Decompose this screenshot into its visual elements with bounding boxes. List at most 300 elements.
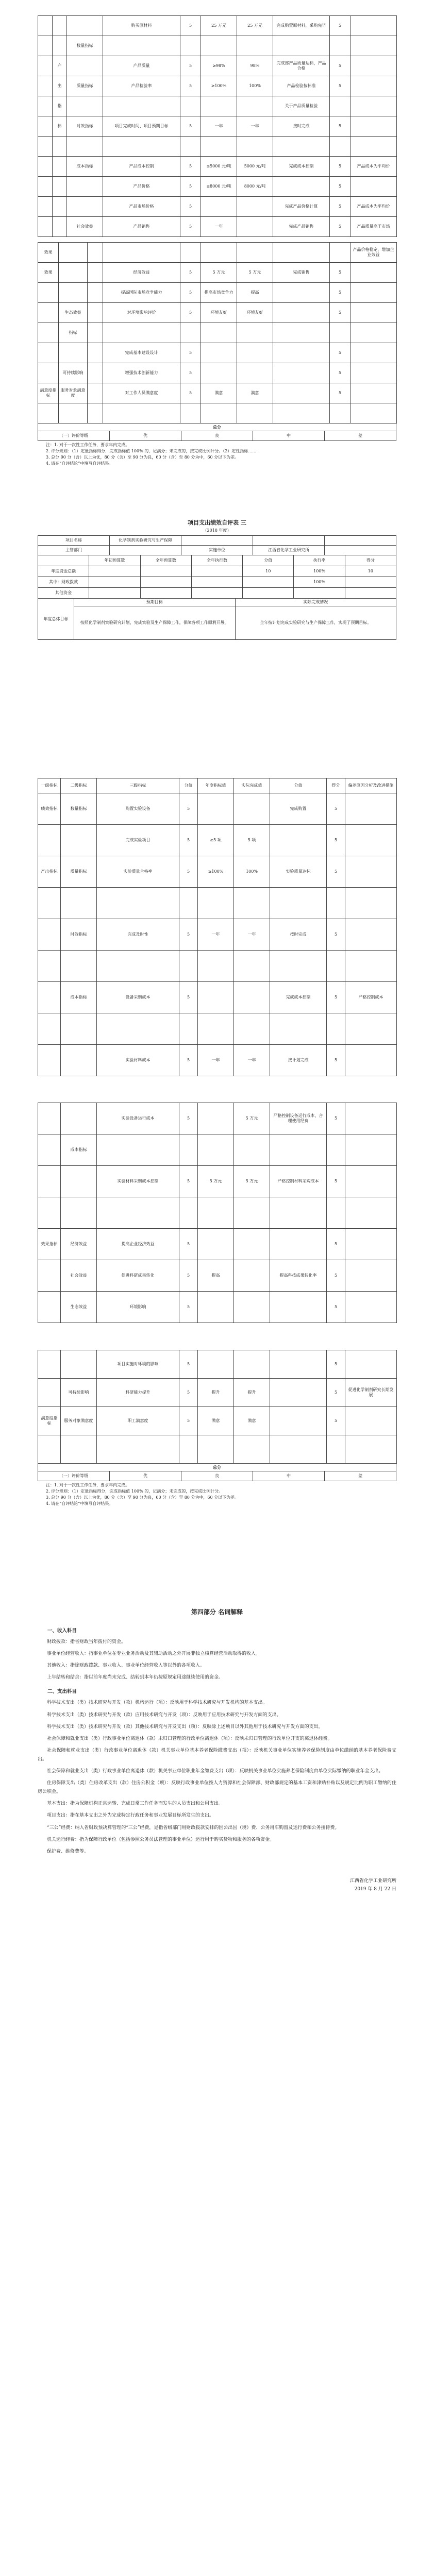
table-cell: 5 bbox=[179, 1229, 198, 1260]
table-cell: 产品质量高于市场 bbox=[350, 217, 397, 237]
table-cell bbox=[273, 323, 330, 343]
table-cell: 一年 bbox=[237, 116, 273, 137]
table-cell: 严格控制设备运行成本，合理使用经费 bbox=[270, 1103, 327, 1134]
table-cell bbox=[89, 577, 140, 588]
table-cell bbox=[198, 1134, 234, 1166]
table-cell bbox=[234, 1134, 270, 1166]
table-cell bbox=[61, 1103, 97, 1134]
table-cell bbox=[345, 1045, 397, 1076]
table-cell: 效果指标 bbox=[38, 1229, 61, 1260]
table-row bbox=[38, 36, 397, 56]
table-cell: 5 bbox=[330, 177, 350, 197]
table-cell bbox=[59, 263, 88, 283]
table-cell: 产品市场价格 bbox=[103, 197, 180, 217]
table-row bbox=[38, 1229, 397, 1260]
goal-table bbox=[38, 598, 396, 640]
table-cell: 完成基本建设设计 bbox=[103, 343, 180, 363]
table-cell bbox=[273, 177, 330, 197]
table-cell: 5 bbox=[180, 197, 201, 217]
table-cell bbox=[59, 343, 88, 363]
table-cell bbox=[179, 1013, 198, 1045]
table-cell: 差 bbox=[325, 1471, 396, 1481]
table-cell bbox=[201, 96, 237, 116]
table-cell bbox=[88, 283, 103, 303]
table-cell bbox=[345, 1013, 397, 1045]
table-cell bbox=[97, 951, 179, 982]
table-cell: 良 bbox=[181, 431, 253, 441]
perf-table-3 bbox=[38, 515, 396, 640]
table-cell: 实验材料成本 bbox=[97, 1045, 179, 1076]
table-cell bbox=[270, 1134, 327, 1166]
table-cell bbox=[350, 383, 397, 403]
table-cell: 科研能力提升 bbox=[97, 1379, 179, 1407]
table-cell: 5 bbox=[330, 263, 350, 283]
table-cell bbox=[103, 96, 180, 116]
table-row bbox=[38, 577, 396, 588]
glossary-paragraph: 科学技术支出（类）技术研究与开发（款）机构运行（项）：反映用于科学技术研究与开发机构的基本支出。 bbox=[47, 1700, 268, 1706]
table-cell: 得分 bbox=[327, 778, 345, 793]
table-cell bbox=[53, 137, 67, 157]
glossary-paragraph: 事业单位经营收入：指事业单位在专业业务活动及其辅助活动之外开展非独立核算经营活动取得的收入。 bbox=[47, 1651, 261, 1657]
table-cell: 5000 元/吨 bbox=[237, 157, 273, 177]
table-cell bbox=[179, 951, 198, 982]
goal-expected-text: 按照化学制剂实验研究计划，完成实验及生产保障工作，保障各项工作顺利开展。 bbox=[74, 606, 236, 640]
table-cell bbox=[350, 363, 397, 383]
table-cell: 5 bbox=[179, 1166, 198, 1197]
table-cell: 一年 bbox=[234, 919, 270, 951]
table-cell: 5 bbox=[180, 343, 201, 363]
table-cell bbox=[345, 1197, 397, 1229]
table-cell bbox=[350, 263, 397, 283]
grade-row-table-2 bbox=[38, 431, 396, 441]
table-row bbox=[38, 536, 396, 546]
table-cell bbox=[350, 116, 397, 137]
goal-label: 年度总体目标 bbox=[38, 599, 74, 640]
table-cell: 5 bbox=[330, 383, 350, 403]
table-cell: 江西省化学工业研究所 bbox=[253, 546, 325, 555]
table-cell: 优 bbox=[110, 431, 181, 441]
table-cell: 设备采购成本 bbox=[97, 982, 179, 1013]
table-cell: 5 bbox=[327, 1045, 345, 1076]
table-cell: 5 bbox=[180, 177, 201, 197]
table-cell: 指 bbox=[53, 96, 67, 116]
table-cell: 职工满意度 bbox=[97, 1407, 179, 1435]
table-cell: 对环境影响评价 bbox=[103, 303, 180, 323]
table-cell: 全年执行数 bbox=[191, 555, 242, 566]
glossary-paragraph: 住房保障支出（类）住房改革支出（款）住房公积金（项）：反映行政事业单位按人力资源和社会保障部、财政部规定的基本工资和津贴补贴以及规定比例为职工缴纳的住房公积金。 bbox=[38, 1781, 396, 1795]
table-title: 项目支出绩效自评表 三 bbox=[188, 519, 246, 526]
table-cell: 分值 bbox=[243, 555, 294, 566]
table-cell: 产品成本为平均价 bbox=[350, 197, 397, 217]
table-cell bbox=[350, 76, 397, 96]
table-cell bbox=[273, 283, 330, 303]
table-cell bbox=[234, 888, 270, 919]
table-cell: 服务对象满意度 bbox=[61, 1407, 97, 1435]
glossary-section-heading: 一、收入科目 bbox=[47, 1628, 77, 1634]
table-cell: 指标 bbox=[59, 323, 88, 343]
table-cell: 5 bbox=[327, 1260, 345, 1292]
total-label: 总分 bbox=[38, 423, 396, 431]
table-cell bbox=[350, 137, 397, 157]
table-row bbox=[38, 1013, 397, 1045]
table-cell bbox=[270, 1292, 327, 1323]
table-cell bbox=[38, 96, 53, 116]
table-cell: 5 bbox=[179, 1103, 198, 1134]
notes-1 bbox=[38, 442, 396, 467]
table-cell bbox=[270, 951, 327, 982]
table-cell bbox=[67, 197, 103, 217]
table-cell bbox=[198, 1103, 234, 1134]
table-cell bbox=[237, 243, 273, 263]
table-cell: 5 bbox=[327, 1166, 345, 1197]
table-cell: 5 bbox=[179, 1045, 198, 1076]
table-cell: 5 bbox=[180, 76, 201, 96]
table-cell: 良 bbox=[181, 1471, 253, 1481]
table-cell: 严格控制材料采购成本 bbox=[270, 1166, 327, 1197]
table-row bbox=[38, 856, 397, 888]
table-cell bbox=[330, 36, 350, 56]
table-cell bbox=[67, 16, 103, 36]
table-cell bbox=[89, 566, 140, 577]
note-line: 2. 评分规则：（1）定量指标得分，完成指标值 100% 的，记满分；未完成的，按完成比例计分。 bbox=[46, 1489, 223, 1494]
table-cell: 购买原材料 bbox=[103, 16, 180, 36]
table-cell bbox=[273, 243, 330, 263]
table-cell: ≥5 项 bbox=[198, 825, 234, 856]
table-cell: 效果 bbox=[38, 243, 59, 263]
table-cell: ≥98% bbox=[201, 56, 237, 76]
table-cell: 5 bbox=[180, 383, 201, 403]
table-cell bbox=[234, 1197, 270, 1229]
table-cell bbox=[67, 137, 103, 157]
table-cell: 5 万元 bbox=[234, 1166, 270, 1197]
table-cell bbox=[59, 283, 88, 303]
glossary-tail: 保护费、维修费等。 bbox=[47, 1849, 89, 1854]
table-cell bbox=[345, 1350, 397, 1379]
glossary-paragraph: 上年结转和结余：指以前年度尚未完成、结转到本年仍按原规定用途继续使用的资金。 bbox=[47, 1675, 224, 1681]
table-cell: 项目实施对环境的影响 bbox=[97, 1350, 179, 1379]
table-cell: 时效指标 bbox=[67, 116, 103, 137]
table-cell: 5 bbox=[327, 825, 345, 856]
table-row bbox=[38, 56, 397, 76]
table-cell: 年初预算数 bbox=[89, 555, 140, 566]
table-cell bbox=[345, 856, 397, 888]
table-cell: 5 bbox=[179, 982, 198, 1013]
glossary-paragraph: “三公”经费：纳入省财政预决算管理的“三公”经费，是指省级部门用财政拨款安排的因公出国（境）费、公务用车购置及运行费和公务接待费。 bbox=[47, 1825, 340, 1831]
table-cell: 一年 bbox=[201, 217, 237, 237]
table-cell: 年度指标值 bbox=[198, 778, 234, 793]
table-cell: 可持续影响 bbox=[59, 363, 88, 383]
table-cell: 标 bbox=[53, 116, 67, 137]
table-cell bbox=[273, 403, 330, 423]
table-cell bbox=[38, 1013, 61, 1045]
table-cell bbox=[180, 323, 201, 343]
table-cell bbox=[201, 243, 237, 263]
table-cell bbox=[180, 137, 201, 157]
table-cell: 服务对象满意度 bbox=[59, 383, 88, 403]
table-row bbox=[38, 1103, 397, 1134]
table-cell: 5 bbox=[180, 157, 201, 177]
table-cell bbox=[345, 888, 397, 919]
table-cell bbox=[345, 1229, 397, 1260]
note-line: 注：1. 对于一次性工作任务，要求年内完成。 bbox=[46, 443, 130, 447]
note-line: 4. 请在“自评结论”中填写自评结果。 bbox=[46, 461, 113, 466]
table-cell bbox=[179, 1197, 198, 1229]
table-cell bbox=[327, 1134, 345, 1166]
total-row-table-6 bbox=[38, 1463, 396, 1471]
table-cell bbox=[234, 793, 270, 825]
table-cell bbox=[67, 177, 103, 197]
table-cell: 满意 bbox=[234, 1407, 270, 1435]
table-cell bbox=[330, 137, 350, 157]
table-cell bbox=[198, 1229, 234, 1260]
table-cell bbox=[38, 116, 53, 137]
table-cell: 98% bbox=[237, 56, 273, 76]
table-cell: 5 bbox=[327, 856, 345, 888]
table-cell bbox=[103, 323, 180, 343]
table-cell: 5 bbox=[179, 1350, 198, 1379]
table-row bbox=[38, 283, 397, 303]
table-cell: 其中：财政拨款 bbox=[38, 577, 89, 588]
table-cell bbox=[103, 243, 180, 263]
table-cell: 分值 bbox=[179, 778, 198, 793]
table-cell bbox=[38, 1350, 61, 1379]
table-row bbox=[38, 888, 397, 919]
table-cell: （一）评价等级 bbox=[38, 1471, 110, 1481]
table-cell: 完成成本控制 bbox=[273, 157, 330, 177]
table-cell: 社会效益 bbox=[61, 1260, 97, 1292]
table-cell: 提高 bbox=[237, 283, 273, 303]
table-cell bbox=[327, 1197, 345, 1229]
table-cell bbox=[345, 951, 397, 982]
table-row bbox=[38, 383, 397, 403]
table-cell bbox=[201, 137, 237, 157]
glossary-section-heading: 二、支出科目 bbox=[47, 1689, 77, 1695]
table-cell bbox=[234, 1435, 270, 1464]
glossary-paragraph: 社会保障和就业支出（类）行政事业单位离退休（款）机关事业单位基本养老保险缴费支出（项）：反映机关事业单位实施养老保险制度由单位缴纳的基本养老保险费支出。 bbox=[38, 1748, 396, 1762]
table-row bbox=[38, 793, 397, 825]
table-cell: 产品成本为平均价 bbox=[350, 157, 397, 177]
table-cell: 实验质量达标 bbox=[270, 856, 327, 888]
goal-actual-text: 全年按计划完成实验研究与生产保障工作，实现了预期目标。 bbox=[235, 606, 396, 640]
table-cell bbox=[350, 283, 397, 303]
table-cell bbox=[350, 403, 397, 423]
table-cell: 5 bbox=[330, 56, 350, 76]
table-cell: 实验材料采购成本控制 bbox=[97, 1166, 179, 1197]
table-cell: 5 bbox=[179, 825, 198, 856]
table-cell: 100% bbox=[294, 566, 345, 577]
table-cell bbox=[350, 343, 397, 363]
table-cell: 产品质量 bbox=[103, 56, 180, 76]
table-cell: 5 bbox=[327, 793, 345, 825]
table-cell bbox=[237, 36, 273, 56]
table-cell bbox=[327, 951, 345, 982]
table-cell: 经济效益 bbox=[103, 263, 180, 283]
table-cell: 完成实验项目 bbox=[97, 825, 179, 856]
table-cell: 完成购置 bbox=[270, 793, 327, 825]
glossary-paragraph: 社会保障和就业支出（类）行政事业单位离退休（款）未归口管理的行政单位离退休（项）：反映未归口管理的行政单位开支的离退休经费。 bbox=[47, 1736, 332, 1741]
table-cell: 提高国际市场竞争能力 bbox=[103, 283, 180, 303]
table-cell: 成本指标 bbox=[61, 1134, 97, 1166]
table-cell: 5 bbox=[180, 283, 201, 303]
table-cell bbox=[180, 36, 201, 56]
table-row bbox=[38, 403, 397, 423]
table-cell bbox=[61, 888, 97, 919]
table-cell: 100% bbox=[234, 856, 270, 888]
table-row bbox=[38, 1471, 396, 1481]
glossary-paragraph: 项目支出：指在基本支出之外为完成特定行政任务和事业发展目标所发生的支出。 bbox=[47, 1813, 214, 1819]
table-row bbox=[38, 157, 397, 177]
table-cell: 产品价格稳定，增加企业效益 bbox=[350, 243, 397, 263]
indicator-table-6 bbox=[38, 1350, 397, 1464]
table-cell bbox=[330, 323, 350, 343]
table-cell: 提高市场竞争力 bbox=[201, 283, 237, 303]
table-cell: 中 bbox=[253, 1471, 325, 1481]
table-cell bbox=[237, 343, 273, 363]
table-cell: 5 bbox=[179, 856, 198, 888]
table-cell bbox=[179, 1435, 198, 1464]
table-cell bbox=[88, 363, 103, 383]
table-cell bbox=[345, 793, 397, 825]
table-cell bbox=[201, 323, 237, 343]
table-cell: 满意 bbox=[198, 1407, 234, 1435]
table-cell bbox=[253, 536, 325, 546]
table-cell bbox=[237, 197, 273, 217]
glossary-paragraph: 科学技术支出（类）技术研究与开发（款）应用技术研究与开发（项）：反映用于应用技术研究与开发方面的支出。 bbox=[47, 1712, 281, 1718]
table-cell: 项目完成时间、项目预期目标 bbox=[103, 116, 180, 137]
sign-org: 江西省化学工业研究所 bbox=[349, 1878, 396, 1884]
table-cell: 完成产品销售 bbox=[273, 217, 330, 237]
table-cell: 环境友好 bbox=[201, 303, 237, 323]
perf-table-5 bbox=[38, 1103, 396, 1323]
table-cell bbox=[97, 1134, 179, 1166]
table-row bbox=[38, 116, 397, 137]
table-cell: 生态效益 bbox=[61, 1292, 97, 1323]
table-cell bbox=[38, 177, 53, 197]
table-cell bbox=[38, 56, 53, 76]
table-cell: ≥100% bbox=[198, 856, 234, 888]
table-cell: 二级指标 bbox=[61, 778, 97, 793]
table-cell: 5 bbox=[180, 263, 201, 283]
table-cell bbox=[234, 1292, 270, 1323]
table-cell bbox=[88, 323, 103, 343]
table-cell bbox=[234, 1350, 270, 1379]
table-cell: ≥100% bbox=[201, 76, 237, 96]
table-cell: 全年预算数 bbox=[140, 555, 191, 566]
indicator-table-4 bbox=[38, 778, 397, 1076]
table-cell: 5 bbox=[330, 16, 350, 36]
table-cell: 一年 bbox=[201, 116, 237, 137]
table-cell: 5 bbox=[330, 116, 350, 137]
table-cell: 完成成本控制 bbox=[270, 982, 327, 1013]
table-row bbox=[38, 1407, 397, 1435]
goal-actual-head: 实际完成情况 bbox=[235, 599, 396, 606]
note-line: 4. 请在“自评结论”中填写自评结果。 bbox=[46, 1501, 113, 1506]
glossary-body bbox=[38, 1626, 396, 1844]
table-cell bbox=[191, 588, 242, 599]
table-row bbox=[38, 217, 397, 237]
total-row-table-2 bbox=[38, 423, 396, 431]
table-cell: 促进科研成果转化 bbox=[97, 1260, 179, 1292]
table-row bbox=[38, 1045, 397, 1076]
table-row bbox=[38, 343, 397, 363]
table-cell bbox=[53, 16, 67, 36]
table-cell: 100% bbox=[237, 76, 273, 96]
table-cell: 差 bbox=[325, 431, 396, 441]
table-cell bbox=[38, 1197, 61, 1229]
table-cell: 按时完成 bbox=[270, 919, 327, 951]
glossary-paragraph: 其他收入：指除财政拨款、事业收入、事业单位经营收入等以外的各项收入。 bbox=[47, 1663, 205, 1669]
table-cell bbox=[88, 343, 103, 363]
table-cell: 10 bbox=[345, 566, 396, 577]
table-cell bbox=[327, 1435, 345, 1464]
table-cell bbox=[270, 1350, 327, 1379]
table-cell bbox=[273, 343, 330, 363]
indicator-table-5 bbox=[38, 1103, 397, 1323]
note-line: 2. 评分规则：（1）定量指标得分，完成指标值 100% 的，记满分；未完成的，按完成比例计分。（2）定性指标…… bbox=[46, 449, 257, 453]
table-cell: 5 bbox=[180, 303, 201, 323]
table-cell bbox=[180, 243, 201, 263]
table-cell bbox=[350, 96, 397, 116]
notes-2 bbox=[38, 1482, 396, 1507]
table-cell bbox=[270, 1229, 327, 1260]
table-row bbox=[38, 555, 396, 566]
table-cell: 5 bbox=[327, 1350, 345, 1379]
table-cell: 5 bbox=[330, 197, 350, 217]
table-cell bbox=[198, 888, 234, 919]
table-cell bbox=[198, 1350, 234, 1379]
table-cell bbox=[345, 577, 396, 588]
table-cell bbox=[38, 919, 61, 951]
table-cell: 成本指标 bbox=[67, 157, 103, 177]
table-cell bbox=[38, 1166, 61, 1197]
table-cell bbox=[97, 1197, 179, 1229]
perf-table-6 bbox=[38, 1350, 396, 1508]
table-cell bbox=[140, 588, 191, 599]
table-cell bbox=[237, 217, 273, 237]
table-cell bbox=[198, 951, 234, 982]
table-cell: 满意 bbox=[237, 383, 273, 403]
table-cell bbox=[38, 323, 59, 343]
table-cell bbox=[237, 403, 273, 423]
table-cell bbox=[198, 1197, 234, 1229]
table-cell bbox=[38, 303, 59, 323]
table-cell bbox=[191, 566, 242, 577]
table-cell bbox=[53, 197, 67, 217]
table-row bbox=[38, 137, 397, 157]
table-cell: 5 bbox=[327, 1379, 345, 1407]
table-row bbox=[38, 177, 397, 197]
table-row bbox=[38, 1260, 397, 1292]
table-cell: 社会效益 bbox=[67, 217, 103, 237]
table-cell bbox=[38, 1134, 61, 1166]
table-cell: 实验设备运行成本 bbox=[97, 1103, 179, 1134]
total-label: 总分 bbox=[38, 1464, 396, 1471]
table-row bbox=[38, 1166, 397, 1197]
table-cell bbox=[325, 536, 396, 546]
table-cell: 一年 bbox=[198, 919, 234, 951]
table-cell bbox=[97, 1013, 179, 1045]
table-cell: 产品检验按标准 bbox=[273, 76, 330, 96]
table-cell bbox=[273, 363, 330, 383]
table-cell bbox=[38, 343, 59, 363]
part-four-glossary bbox=[38, 1607, 396, 1893]
table-cell: 5 项 bbox=[234, 825, 270, 856]
table-cell bbox=[38, 283, 59, 303]
table-row bbox=[38, 303, 397, 323]
signature-block bbox=[38, 1877, 396, 1893]
table-subtitle: （2018 年度） bbox=[203, 528, 231, 533]
table-cell: 5 bbox=[180, 217, 201, 237]
